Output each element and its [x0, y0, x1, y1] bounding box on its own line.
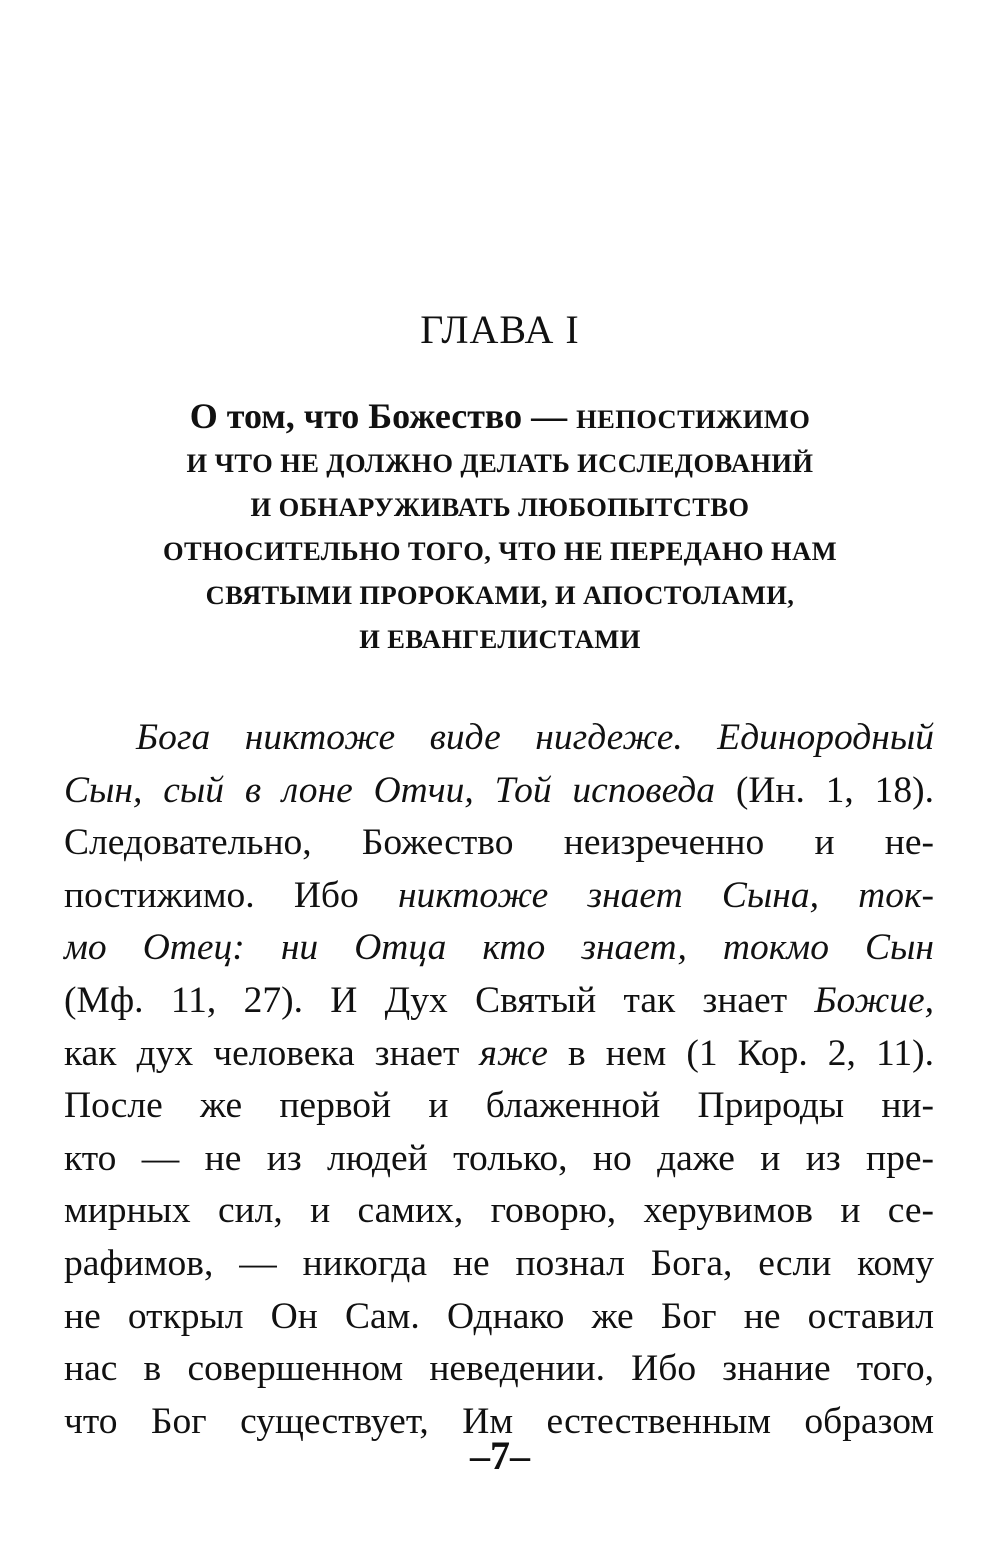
body-line-13: нас в совершенном неведении. Ибо знание того, — [64, 1348, 934, 1390]
body-line-3: Следовательно, Божество неизреченно и не- — [64, 822, 934, 864]
body-text-segment: постижимо. Ибо — [64, 874, 398, 916]
scripture-quote: никтоже знает Сына, ток- — [397, 874, 934, 916]
chapter-title-line-1 — [80, 394, 920, 441]
reference: (Ин. 1, 18). — [715, 769, 934, 811]
chapter-title-lead: О том, что Божество — — [189, 396, 577, 436]
body-line-1: Бога никтоже виде нигдеже. Единородный — [136, 717, 934, 758]
body-line-11: рафимов, — никогда не познал Бога, если кому — [64, 1242, 934, 1284]
chapter-title-line-3: И ОБНАРУЖИВАТЬ ЛЮБОПЫТСТВО — [250, 492, 750, 522]
body-line-10: мирных сил, и самих, говорю, херувимов и се- — [64, 1190, 934, 1232]
body-line-7 — [64, 1028, 934, 1081]
body-text — [64, 712, 934, 1448]
scripture-quote: Божие, — [814, 979, 934, 1021]
body-line-6 — [64, 975, 934, 1028]
body-line-14: что Бог существует, Им естественным образом — [64, 1400, 934, 1442]
body-line-4 — [64, 870, 934, 923]
page-number: –7– — [470, 1433, 530, 1478]
body-line-8: После же первой и блаженной Природы ни- — [64, 1085, 934, 1127]
chapter-title-line-2: И ЧТО НЕ ДОЛЖНО ДЕЛАТЬ ИССЛЕДОВАНИЙ — [186, 448, 814, 478]
reference: в нем (1 Кор. 2, 11). — [547, 1032, 934, 1074]
body-line-5: мо Отец: ни Отца кто знает, токмо Сын — [64, 927, 934, 969]
body-text-segment: как дух человека знает — [64, 1032, 480, 1074]
chapter-title — [80, 394, 920, 661]
chapter-title-line-4: ОТНОСИТЕЛЬНО ТОГО, ЧТО НЕ ПЕРЕДАНО НАМ — [163, 536, 837, 566]
chapter-title-line-1-rest: НЕПОСТИЖИМО — [576, 404, 811, 434]
body-line-2 — [64, 765, 934, 818]
body-line-12: не открыл Он Сам. Однако же Бог не оставил — [64, 1295, 934, 1337]
chapter-title-line-6: И ЕВАНГЕЛИСТАМИ — [359, 624, 641, 654]
scripture-quote: яже — [479, 1032, 548, 1074]
body-line-9: кто — не из людей только, но даже и из пре- — [64, 1137, 934, 1179]
body-text-segment: (Мф. 11, 27). И Дух Святый так знает — [64, 979, 815, 1021]
chapter-title-line-5: СВЯТЫМИ ПРОРОКАМИ, И АПОСТОЛАМИ, — [205, 580, 795, 610]
scripture-quote: Сын, сый в лоне Отчи, Той исповеда — [64, 769, 716, 811]
chapter-label: ГЛАВА I — [420, 307, 580, 352]
